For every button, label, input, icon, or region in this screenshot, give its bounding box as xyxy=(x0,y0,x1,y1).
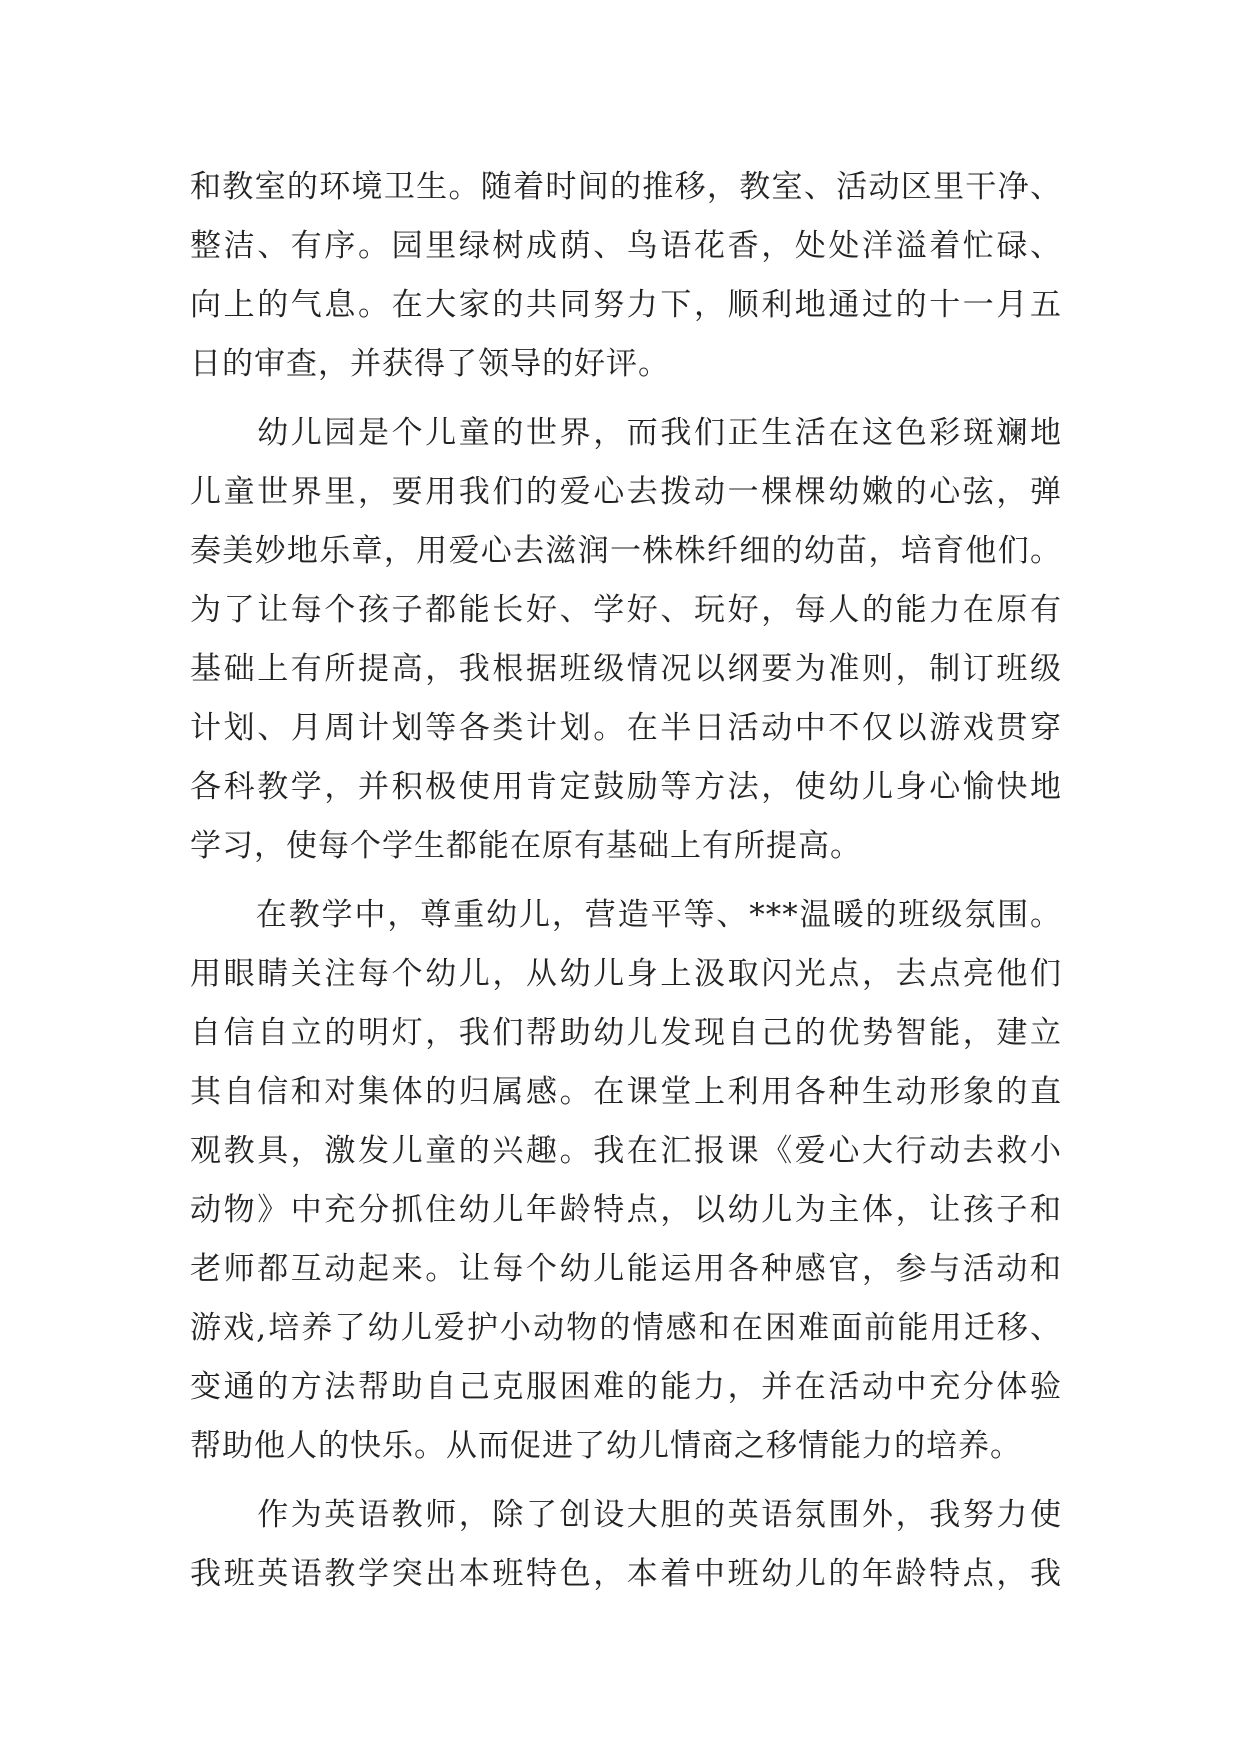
text-line: 观教具，激发儿童的兴趣。我在汇报课《爱心大行动去救小 xyxy=(190,1133,1062,1169)
text-line: 各科教学，并积极使用肯定鼓励等方法，使幼儿身心愉快地 xyxy=(190,769,1062,805)
text-line: 老师都互动起来。让每个幼儿能运用各种感官，参与活动和 xyxy=(190,1251,1062,1287)
text-line: 我班英语教学突出本班特色，本着中班幼儿的年龄特点，我 xyxy=(190,1556,1062,1592)
paragraph-gap xyxy=(190,1476,1062,1486)
text-line: 游戏,培养了幼儿爱护小动物的情感和在困难面前能用迁移、 xyxy=(190,1310,1062,1346)
text-line: 计划、月周计划等各类计划。在半日活动中不仅以游戏贯穿 xyxy=(190,710,1062,746)
text-line: 儿童世界里，要用我们的爱心去拨动一棵棵幼嫩的心弦，弹 xyxy=(190,474,1062,510)
paragraph-gap xyxy=(190,394,1062,404)
text-line: 变通的方法帮助自己克服困难的能力，并在活动中充分体验 xyxy=(190,1369,1062,1405)
text-line: 用眼睛关注每个幼儿，从幼儿身上汲取闪光点，去点亮他们 xyxy=(190,956,1062,992)
text-line: 基础上有所提高，我根据班级情况以纲要为准则，制订班级 xyxy=(190,651,1062,687)
text-line: 幼儿园是个儿童的世界，而我们正生活在这色彩斑斓地 xyxy=(190,415,1062,451)
text-line: 奏美妙地乐章，用爱心去滋润一株株纤细的幼苗，培育他们。 xyxy=(190,533,1062,569)
document-body xyxy=(190,158,1062,1604)
text-line: 和教室的环境卫生。随着时间的推移，教室、活动区里干净、 xyxy=(190,169,1062,205)
text-line: 整洁、有序。园里绿树成荫、鸟语花香，处处洋溢着忙碌、 xyxy=(190,228,1062,264)
text-line: 作为英语教师，除了创设大胆的英语氛围外，我努力使 xyxy=(190,1497,1062,1533)
text-line: 在教学中，尊重幼儿，营造平等、***温暖的班级氛围。 xyxy=(190,897,1062,933)
text-line: 其自信和对集体的归属感。在课堂上利用各种生动形象的直 xyxy=(190,1074,1062,1110)
text-line: 向上的气息。在大家的共同努力下，顺利地通过的十一月五 xyxy=(190,287,1062,323)
text-line: 为了让每个孩子都能长好、学好、玩好，每人的能力在原有 xyxy=(190,592,1062,628)
text-line: 帮助他人的快乐。从而促进了幼儿情商之移情能力的培养。 xyxy=(190,1428,1022,1464)
text-line: 动物》中充分抓住幼儿年龄特点，以幼儿为主体，让孩子和 xyxy=(190,1192,1062,1228)
paragraph-gap xyxy=(190,876,1062,886)
text-line: 学习，使每个学生都能在原有基础上有所提高。 xyxy=(190,828,862,864)
text-line: 自信自立的明灯，我们帮助幼儿发现自己的优势智能，建立 xyxy=(190,1015,1062,1051)
text-line: 日的审查，并获得了领导的好评。 xyxy=(190,346,670,382)
